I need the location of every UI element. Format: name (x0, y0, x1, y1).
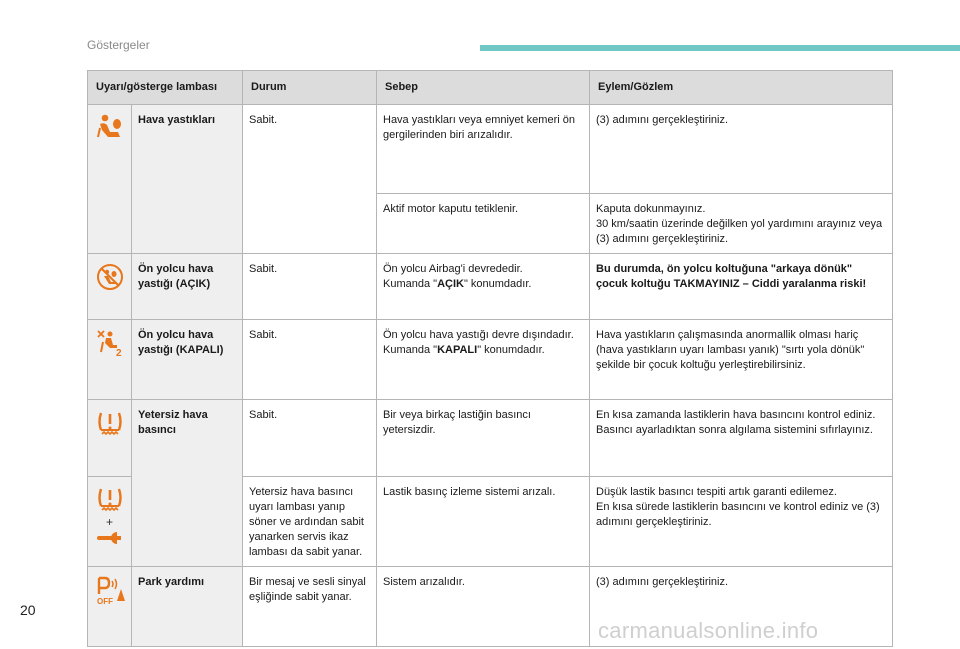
cause-cell: Sistem arızalıdır. (377, 567, 590, 647)
header-cause: Sebep (377, 71, 590, 105)
cause-cell: Lastik basınç izleme sistemi arızalı. (377, 477, 590, 567)
lamp-name: Yetersiz hava basıncı (132, 400, 243, 567)
lamp-name: Park yardımı (132, 567, 243, 647)
action-cell: (3) adımını gerçekleştiriniz. (590, 105, 893, 194)
tyre-pressure-icon (94, 485, 125, 513)
header-state: Durum (243, 71, 377, 105)
tyre-pressure-icon (94, 408, 125, 438)
tyre-fault-icon-cell (88, 477, 132, 567)
tyre-icon-cell (88, 400, 132, 477)
header-accent-bar (480, 45, 960, 51)
cause-cell: Hava yastıkları veya emniyet kemeri ön gergilerinden biri arızalıdır. (377, 105, 590, 194)
cause-pre: Kumanda " (383, 344, 438, 356)
passenger-airbag-off-icon (94, 328, 125, 358)
svg-text:2: 2 (115, 348, 122, 358)
action-cell: Kaputa dokunmayınız. 30 km/saatin üzerinde değilken yol yardımını arayınız veya (3) adımını gerçekleştiriniz. (590, 194, 893, 254)
header-action: Eylem/Gözlem (590, 71, 893, 105)
plus-sign: + (105, 515, 113, 529)
lamp-name: Ön yolcu hava yastığı (KAPALI) (132, 320, 243, 400)
table-row (88, 105, 893, 194)
cause-cell (377, 320, 590, 400)
state-cell: Bir mesaj ve sesli sinyal eşliğinde sabit yanar. (243, 567, 377, 647)
passenger-off-icon-cell (88, 320, 132, 400)
cause-post: " konumdadır. (477, 344, 545, 356)
action-cell: Bu durumda, ön yolcu koltuğuna "arkaya dönük" çocuk koltuğu TAKMAYINIZ – Ciddi yaralanma riski! (590, 254, 893, 320)
action-cell: Düşük lastik basıncı tespiti artık garanti edilemez. En kısa sürede lastiklerin basıncını ve kontrol ediniz ve (3) adımını gerçekleştiriniz. (590, 477, 893, 567)
state-cell: Yetersiz hava basıncı uyarı lambası yanıp söner ve ardından sabit yanarken servis ikaz lambası da sabit yanar. (243, 477, 377, 567)
cause-pre: Kumanda " (383, 278, 438, 290)
cause-line: Ön yolcu hava yastığı devre dışındadır. (383, 329, 574, 341)
table-row (88, 320, 893, 400)
airbag-icon-cell (88, 105, 132, 254)
table-row (88, 400, 893, 477)
state-cell: Sabit. (243, 254, 377, 320)
action-cell: (3) adımını gerçekleştiriniz. (590, 567, 893, 647)
cause-cell: Bir veya birkaç lastiğin basıncı yetersizdir. (377, 400, 590, 477)
park-assist-off-icon (94, 575, 125, 605)
airbag-warning-icon (94, 113, 125, 141)
passenger-airbag-on-icon (94, 262, 125, 292)
watermark: carmanualsonline.info (598, 618, 819, 643)
header-lamp: Uyarı/gösterge lambası (88, 71, 243, 105)
state-cell: Sabit. (243, 105, 377, 254)
passenger-on-icon-cell (88, 254, 132, 320)
park-off-label: OFF (97, 597, 113, 605)
wrench-icon (94, 530, 125, 546)
park-assist-icon-cell (88, 567, 132, 647)
lamp-name: Ön yolcu hava yastığı (AÇIK) (132, 254, 243, 320)
cause-cell: Aktif motor kaputu tetiklenir. (377, 194, 590, 254)
lamp-name: Hava yastıkları (132, 105, 243, 254)
section-title: Göstergeler (87, 38, 150, 52)
action-cell: Hava yastıkların çalışmasında anormallik olması hariç (hava yastıkların uyarı lambası yanık) "sırtı yola dönük" şekilde bir çocuk koltuğu yerleştirebilirsiniz. (590, 320, 893, 400)
cause-line: Ön yolcu Airbag'i devrededir. (383, 263, 523, 275)
action-cell: En kısa zamanda lastiklerin hava basıncını kontrol ediniz. Basıncı ayarladıktan sonra algılama sistemini sıfırlayınız. (590, 400, 893, 477)
cause-cell (377, 254, 590, 320)
table-row (88, 254, 893, 320)
warning-lamps-table (87, 70, 893, 647)
cause-bold: AÇIK (437, 278, 464, 290)
cause-bold: KAPALI (437, 344, 478, 356)
state-cell: Sabit. (243, 400, 377, 477)
page-number: 20 (20, 602, 36, 618)
table-header-row (88, 71, 893, 105)
state-cell: Sabit. (243, 320, 377, 400)
cause-post: " konumdadır. (463, 278, 532, 290)
